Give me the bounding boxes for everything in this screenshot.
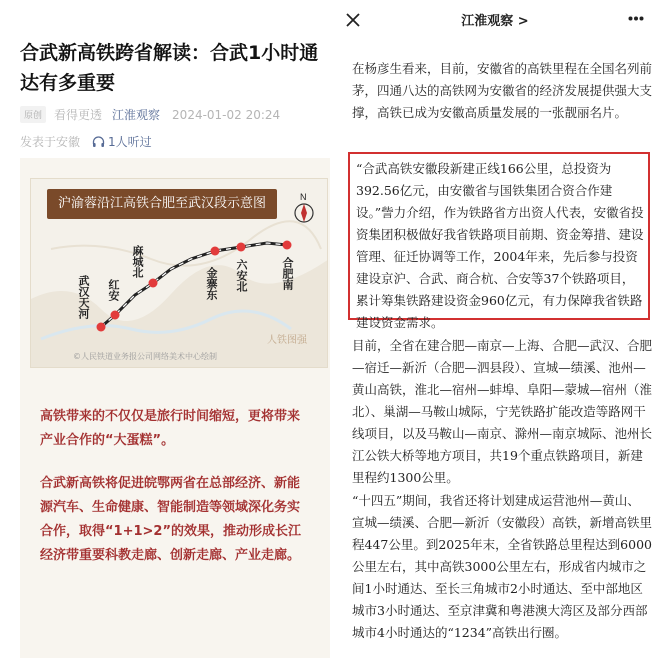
article-paragraph: 目前，全省在建合肥—南京—上海、合肥—武汉、合肥—宿迁—新沂（合肥—泗县段）、宣城—绩溪、池州—黄山高铁，淮北—宿州—蚌埠、阜阳—蒙城—宿州（淮北）、巢湖—马鞍山城际，宁芜铁路扩能改造等路网干线项目，以及马鞍山—南京、滁州—南京城际、池州长江公铁大桥等地方项目，共19个重点铁路项目，新建里程约1300公里。 <box>352 338 653 485</box>
station-label: 麻城北 <box>131 245 144 278</box>
headphones-icon <box>92 136 105 148</box>
publish-location: 发表于安徽 <box>20 135 81 149</box>
compass-icon <box>293 191 315 225</box>
article-title: 合武新高铁跨省解读：合武1小时通达有多重要 <box>20 42 319 94</box>
station-dot <box>97 323 106 332</box>
map-title: 沪渝蓉沿江高铁合肥至武汉段示意图 <box>47 189 277 219</box>
station-label: 红安 <box>107 279 120 301</box>
station-dot <box>283 241 292 250</box>
article-paragraph: 合武新高铁将促进皖鄂两省在总部经济、新能源汽车、生命健康、智能制造等领域深化务实合作，取得“1+1>2”的效果，推动形成长江经济带重要科教走廊、创新走廊、产业走廊。 <box>40 476 302 563</box>
read-more-label: 看得更透 <box>54 108 103 122</box>
station-dot <box>237 243 246 252</box>
station-label: 金寨东 <box>205 267 218 300</box>
account-title-link[interactable]: 江淮观察 > <box>461 14 529 29</box>
railway-map-image[interactable] <box>30 178 328 368</box>
map-credit: ©人民铁道业务报公司网络美术中心绘制 <box>73 352 217 361</box>
original-tag: 原创 <box>20 106 46 123</box>
station-label: 武汉天河 <box>77 275 90 319</box>
listen-count: 1人听过 <box>108 135 152 149</box>
station-label: 合肥南 <box>281 257 294 290</box>
map-stamp: 人铁图强 <box>267 335 307 346</box>
article-meta <box>20 106 280 123</box>
article-paragraph: “十四五”期间，我省还将计划建成运营池州—黄山、宣城—绩溪、合肥—新沂（安徽段）高铁，新增高铁里程447公里。到2025年末，全省铁路总里程达到6000公里左右，其中高铁3000公里左右，形成省内城市之间1小时通达、至长三角城市2小时通达、至中部地区城市3小时通达、至京津冀和粤港澳大湾区及部分西部城市4小时通达的“1234”高铁出行圈。 <box>352 493 653 640</box>
listen-button[interactable] <box>92 133 152 150</box>
article-paragraph: 在杨彦生看来，目前，安徽省的高铁里程在全国名列前茅，四通八达的高铁网为安徽省的经济发展提供强大支撑，高铁已成为安徽高质量发展的一张靓丽名片。 <box>352 61 653 120</box>
station-label: 六安北 <box>235 259 248 292</box>
account-link[interactable]: 江淮观察 <box>112 108 161 122</box>
station-dot <box>211 247 220 256</box>
article-meta-secondary <box>20 133 152 150</box>
station-dot <box>111 311 120 320</box>
right-article-panel <box>330 0 660 660</box>
more-options-icon[interactable] <box>628 16 644 21</box>
publish-datetime: 2024-01-02 20:24 <box>172 107 281 122</box>
article-paragraph: 高铁带来的不仅仅是旅行时间缩短，更将带来产业合作的“大蛋糕”。 <box>40 409 301 448</box>
highlighted-paragraph: “合武高铁安徽段新建正线166公里，总投资为392.56亿元，由安徽省与国铁集团合资合作建设。”訾力介绍，作为铁路省方出资人代表，安徽省投资集团积极做好我省铁路项目前期、资金筹措、建设管理、征迁协调等工作，2004年来，先后参与投资建设京沪、合武、商合杭、合安等37个铁路项目，累计筹集铁路建设资金960亿元，有力保障我省铁路建设资金需求。 <box>356 161 644 330</box>
svg-text:N: N <box>300 192 307 202</box>
station-dot <box>149 279 158 288</box>
top-nav-bar <box>330 0 660 40</box>
